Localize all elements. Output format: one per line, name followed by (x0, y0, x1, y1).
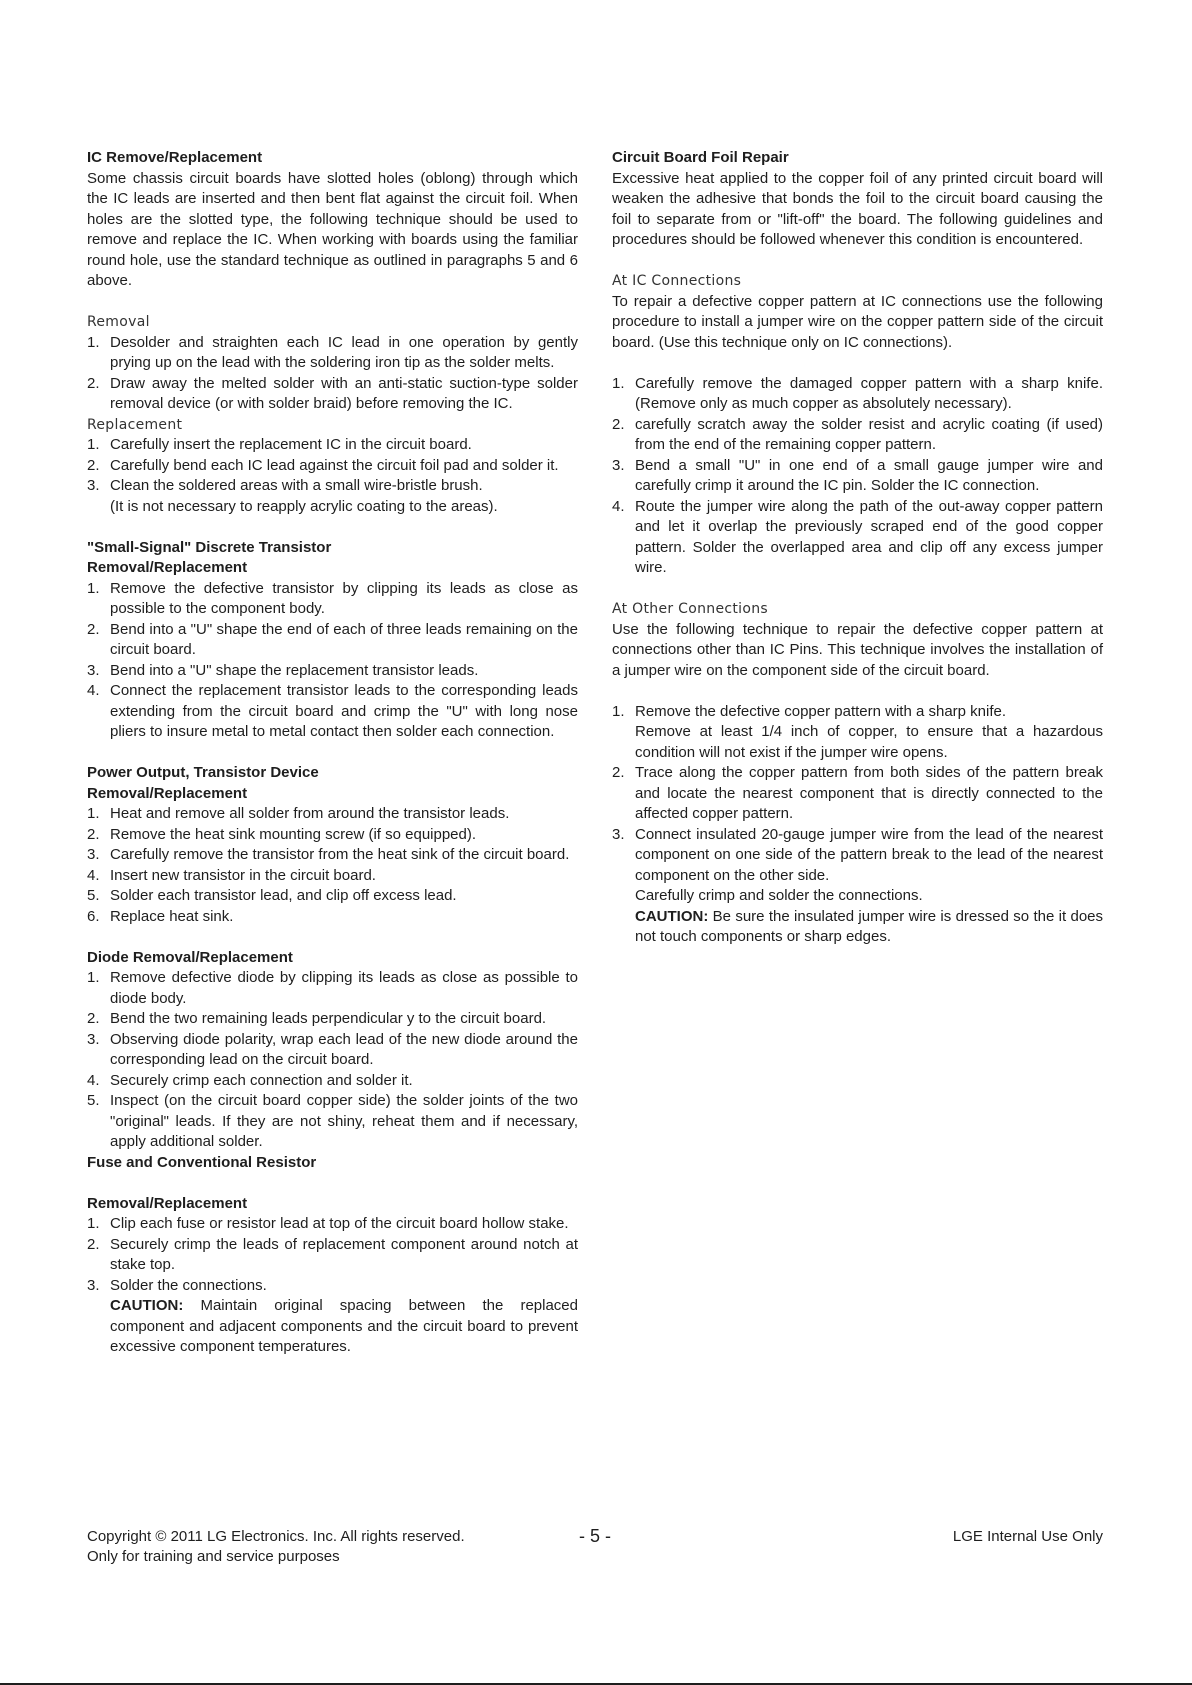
fuse-section-title: Fuse and Conventional Resistor (87, 1153, 317, 1171)
transistor-section-subtitle: Removal/Replacement (87, 559, 248, 576)
page-number: - 5 - (578, 1526, 611, 1546)
list-item: 4. Connect the replacement transistor leads to the corresponding leads extending from the circuit board and crimp the "U" with long nose pliers to insure metal to metal contact then solder each connection. (87, 682, 578, 740)
list-item: 3. Carefully remove the transistor from the heat sink of the circuit board. (87, 846, 570, 863)
other-connections-subheading: At Other Connections (612, 601, 768, 617)
power-section-title: Power Output, Transistor Device (87, 764, 319, 781)
list-item: 6. Replace heat sink. (87, 907, 234, 925)
list-item: 5. Solder each transistor lead, and clip off excess lead. (87, 887, 457, 904)
power-section-subtitle: Removal/Replacement (87, 784, 248, 802)
other-connections-list-cont (612, 763, 1103, 886)
list-item: 3. Clean the soldered areas with a small wire-bristle brush. (87, 477, 483, 494)
internal-use-label: LGE Internal Use Only (952, 1528, 1103, 1545)
ic-connections-list (612, 374, 1103, 579)
list-item: 2. Remove the heat sink mounting screw (if so equipped). (87, 825, 477, 843)
other-connections-intro: Use the following technique to repair the defective copper pattern at connections other than IC Pins. This technique involves the installation of a jumper wire on the component side of the circuit board. (612, 620, 1103, 679)
left-column (87, 148, 578, 1358)
diode-list (87, 968, 578, 1153)
list-item: 1. Desolder and straighten each IC lead in one operation by gently prying up on the lead with the soldering iron tip as the solder melts. (87, 333, 578, 371)
power-list (87, 804, 578, 927)
transistor-section-title: "Small-Signal" Discrete Transistor (87, 538, 332, 556)
list-item: 1. Remove defective diode by clipping its leads as close as possible to diode body. (87, 969, 578, 1007)
fuse-caution (87, 1296, 578, 1358)
list-item: 1. Remove the defective copper pattern with a sharp knife. (612, 702, 1007, 720)
other-connections-list (612, 702, 1103, 723)
caution-text: Be sure the insulated jumper wire is dressed so the it does not touch components or sharp edges. (635, 907, 1103, 945)
item-note: Carefully crimp and solder the connections. (635, 887, 923, 904)
list-item: 3. Solder the connections. (87, 1276, 267, 1294)
diode-section-title: Diode Removal/Replacement (87, 948, 293, 966)
list-item: 2. Bend the two remaining leads perpendicular y to the circuit board. (87, 1010, 547, 1027)
list-item: 3. Bend into a "U" shape the replacement transistor leads. (87, 661, 479, 679)
replacement-note: (It is not necessary to reapply acrylic coating to the areas). (110, 497, 498, 515)
list-item: 2. Draw away the melted solder with an anti-static suction-type solder removal device (or with solder braid) before removing the IC. (87, 374, 578, 412)
list-item: 2. Trace along the copper pattern from both sides of the pattern break and locate the nearest component that is directly connected to the affected copper pattern. (612, 764, 1103, 822)
list-item: 2. Bend into a "U" shape the end of each of three leads remaining on the circuit board. (87, 620, 578, 658)
caution-label: CAUTION: (110, 1297, 184, 1314)
item-note: Remove at least 1/4 inch of copper, to ensure that a hazardous condition will not exist if the jumper wire opens. (635, 723, 1103, 761)
foil-intro: Excessive heat applied to the copper foil of any printed circuit board will weaken the adhesive that bonds the foil to the circuit board causing the foil to separate from or "lift-off" the board. The following guidelines and procedures should be followed whenever this condition is encountered. (612, 169, 1103, 248)
fuse-list (87, 1214, 578, 1296)
copyright-text: Copyright © 2011 LG Electronics. Inc. All rights reserved. (87, 1528, 465, 1545)
list-item: 3. Connect insulated 20-gauge jumper wire from the lead of the nearest component on one side of the pattern break to the lead of the nearest component on the other side. (612, 825, 1103, 884)
right-column (612, 148, 1103, 948)
removal-subheading: Removal (87, 314, 150, 330)
list-item: 1. Carefully insert the replacement IC in the circuit board. (87, 436, 472, 453)
ic-replacement-list (87, 435, 578, 497)
ic-intro: Some chassis circuit boards have slotted holes (oblong) through which the IC leads are inserted and then bent flat against the circuit foil. When holes are the slotted type, the following technique should be used to remove and replace the IC. When working with boards using the familiar round hole, use the standard technique as outlined in paragraphs 5 and 6 above. (87, 169, 578, 289)
ic-section-title: IC Remove/Replacement (87, 149, 263, 166)
list-item: 2. Carefully bend each IC lead against the circuit foil pad and solder it. (87, 456, 559, 474)
list-item: 1. Heat and remove all solder from around the transistor leads. (87, 805, 510, 822)
replacement-subheading: Replacement (87, 416, 183, 433)
other-caution (612, 907, 1103, 948)
list-item: 5. Inspect (on the circuit board copper side) the solder joints of the two "original" leads. If they are not shiny, reheat them and if necessary, apply additional solder. (87, 1092, 578, 1150)
list-item: 3. Bend a small "U" in one end of a small gauge jumper wire and carefully crimp it around the IC pin. Solder the IC connection. (612, 456, 1103, 494)
fuse-section-subtitle: Removal/Replacement (87, 1194, 248, 1212)
caution-text: Maintain original spacing between the replaced component and adjacent components and the circuit board to prevent excessive component temperatures. (110, 1297, 578, 1355)
foil-section-title: Circuit Board Foil Repair (612, 149, 789, 166)
list-item: 2. carefully scratch away the solder resist and acrylic coating (if used) from the end of the remaining copper pattern. (612, 415, 1103, 453)
ic-removal-list (87, 333, 578, 415)
list-item: 3. Observing diode polarity, wrap each lead of the new diode around the corresponding lead on the circuit board. (87, 1030, 578, 1068)
list-item: 2. Securely crimp the leads of replacement component around notch at stake top. (87, 1235, 578, 1273)
list-item: 4. Securely crimp each connection and solder it. (87, 1071, 413, 1089)
transistor-list (87, 579, 578, 743)
ic-connections-intro: To repair a defective copper pattern at IC connections use the following procedure to install a jumper wire on the copper pattern side of the circuit board. (Use this technique only on IC connections). (612, 292, 1103, 351)
purpose-text: Only for training and service purposes (87, 1547, 340, 1565)
ic-connections-subheading: At IC Connections (612, 273, 742, 289)
caution-label: CAUTION: (635, 907, 709, 925)
list-item: 1. Remove the defective transistor by clipping its leads as close as possible to the component body. (87, 579, 578, 617)
list-item: 1. Clip each fuse or resistor lead at top of the circuit board hollow stake. (87, 1215, 569, 1232)
list-item: 4. Route the jumper wire along the path of the out-away copper pattern and let it overlap the previously scraped end of the good copper pattern. Solder the overlapped area and clip off any excess jumper wire. (612, 497, 1103, 576)
list-item: 1. Carefully remove the damaged copper pattern with a sharp knife. (Remove only as much copper as absolutely necessary). (612, 374, 1103, 412)
list-item: 4. Insert new transistor in the circuit board. (87, 866, 376, 884)
